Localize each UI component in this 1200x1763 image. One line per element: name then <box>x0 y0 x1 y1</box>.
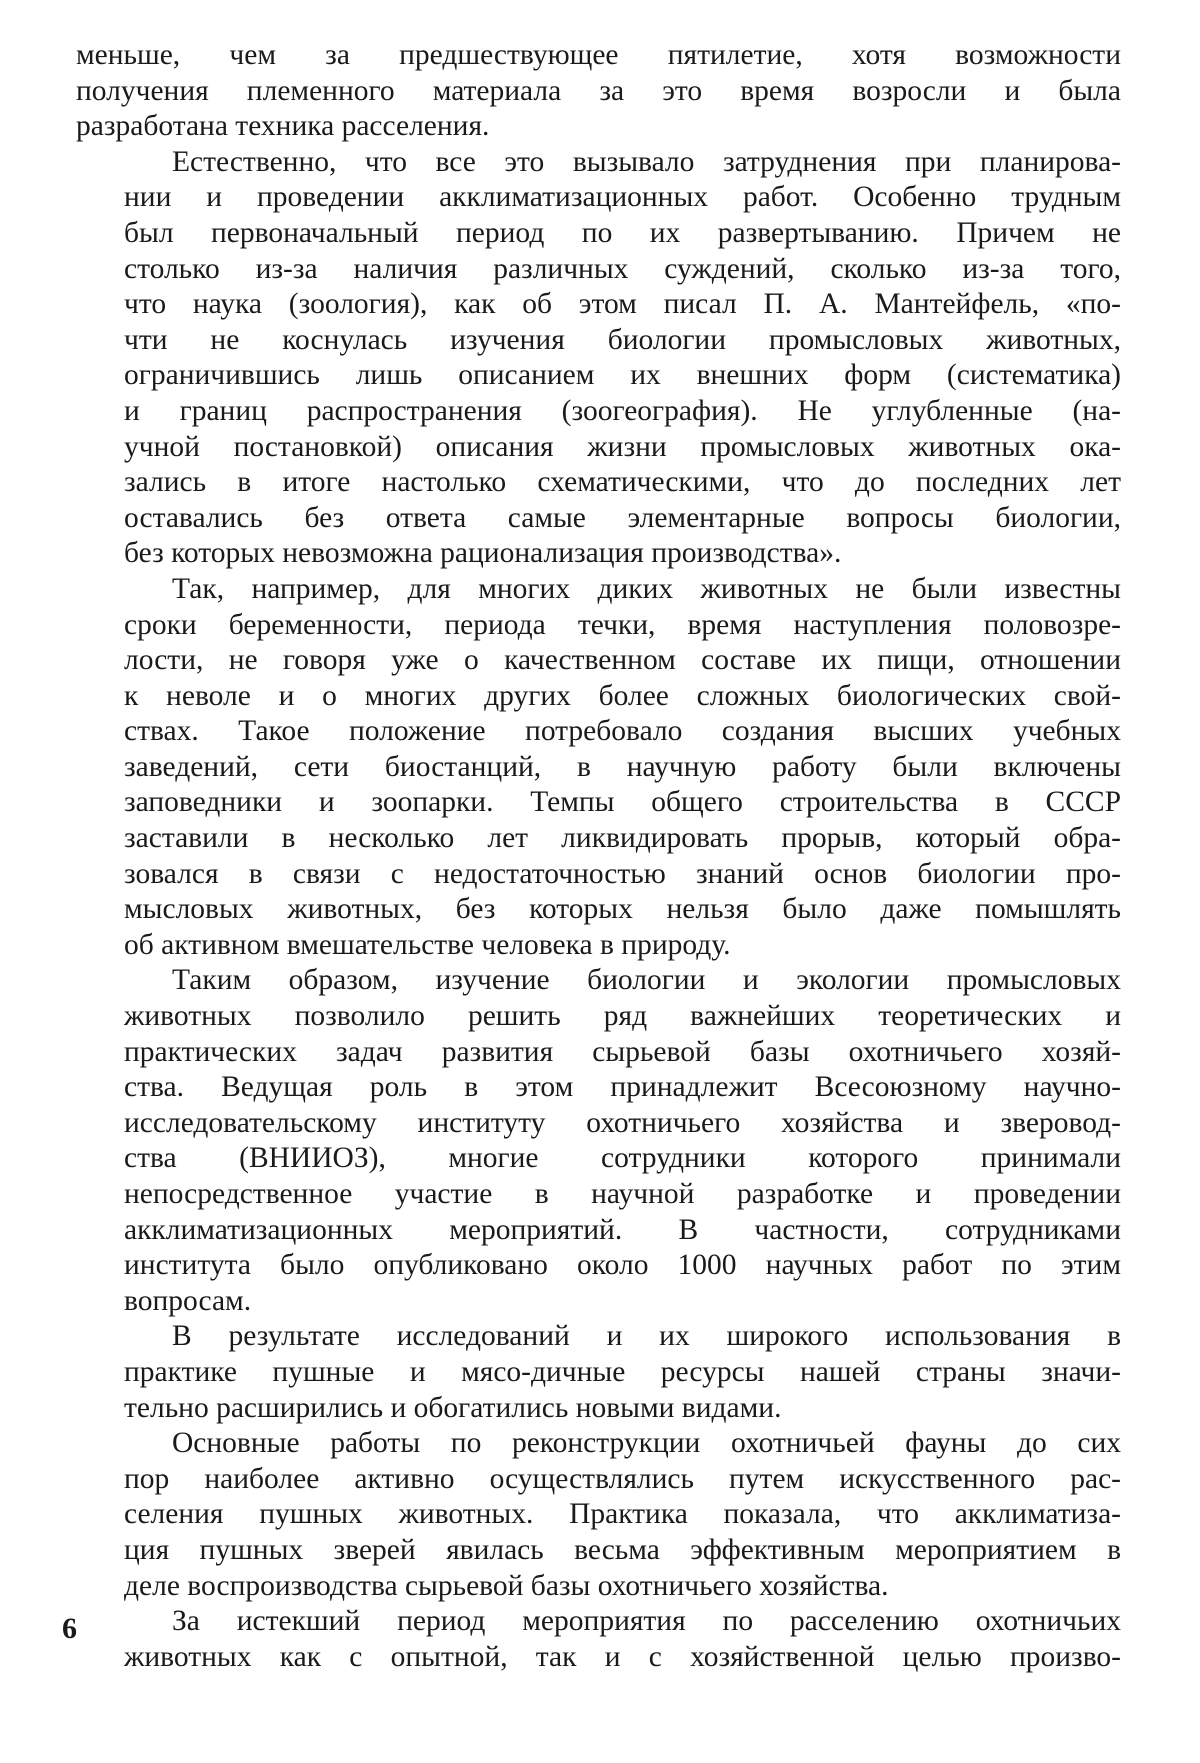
text-line: животных позволило решить ряд важнейших теоретических и <box>124 1000 1121 1033</box>
text-line: заставили в несколько лет ликвидировать прорыв, который обра- <box>124 822 1121 855</box>
text-line: Основные работы по реконструкции охотничьей фауны до сих <box>172 1427 1121 1460</box>
paragraph <box>76 1426 1121 1604</box>
text-line: акклиматизационных мероприятий. В частности, сотрудниками <box>124 1213 1121 1246</box>
text-line: непосредственное участие в научной разработке и проведении <box>124 1178 1121 1210</box>
text-line: столько из-за наличия различных суждений, сколько из-за того, <box>124 252 1121 285</box>
text-line: сроки беременности, периода течки, время наступления половозре- <box>124 608 1121 641</box>
text-line: учной постановкой) описания жизни промысловых животных ока- <box>124 430 1121 463</box>
text-line: В результате исследований и их широкого использования в <box>172 1320 1121 1353</box>
text-line: заведений, сети биостанций, в научную работу были включены <box>124 750 1121 783</box>
text-line: ция пушных зверей явилась весьма эффективным мероприятием в <box>124 1533 1121 1566</box>
text-line: меньше, чем за предшествующее пятилетие, хотя возможности <box>76 39 1121 71</box>
text-line: без которых невозможна рационализация производства». <box>124 537 842 570</box>
paragraph <box>76 1604 1121 1675</box>
text-line: нии и проведении акклиматизационных работ. Особенно трудным <box>124 181 1121 214</box>
text-line: Таким образом, изучение биологии и экологии промысловых <box>172 964 1121 997</box>
page-body <box>76 38 1121 1675</box>
text-line: деле воспроизводства сырьевой базы охотничьего хозяйства. <box>124 1569 889 1602</box>
text-line: исследовательскому институту охотничьего хозяйства и зверовод- <box>124 1106 1121 1139</box>
text-line: мысловых животных, без которых нельзя было даже помышлять <box>124 893 1121 926</box>
text-line: ствах. Такое положение потребовало создания высших учебных <box>124 715 1121 748</box>
text-line: животных как с опытной, так и с хозяйственной целью произво- <box>124 1640 1121 1673</box>
text-line: заповедники и зоопарки. Темпы общего строительства в СССР <box>124 786 1121 819</box>
text-line: оставались без ответа самые элементарные вопросы биологии, <box>124 501 1121 534</box>
text-line: За истекший период мероприятия по расселению охотничьих <box>172 1605 1121 1638</box>
paragraph <box>76 963 1121 1319</box>
page-number: 6 <box>62 1612 77 1645</box>
paragraph <box>76 145 1121 572</box>
text-line: Естественно, что все это вызывало затруднения при планирова- <box>172 145 1121 178</box>
text-line: зались в итоге настолько схематическими, что до последних лет <box>124 466 1121 499</box>
text-line: тельно расширились и обогатились новыми видами. <box>124 1391 782 1424</box>
text-line: ограничившись лишь описанием их внешних форм (систематика) <box>124 359 1121 392</box>
text-line: лости, не говоря уже о качественном составе их пищи, отношении <box>124 644 1121 677</box>
text-line: чти не коснулась изучения биологии промысловых животных, <box>124 323 1121 356</box>
text-line: об активном вмешательстве человека в природу. <box>124 928 731 961</box>
text-line: ства (ВНИИОЗ), многие сотрудники которого принимали <box>124 1142 1121 1175</box>
text-line: ства. Ведущая роль в этом принадлежит Всесоюзному научно- <box>124 1071 1121 1104</box>
text-line: и границ распространения (зоогеография). Не углубленные (на- <box>124 394 1121 427</box>
paragraph <box>76 38 1121 145</box>
text-line: зовался в связи с недостаточностью знаний основ биологии про- <box>124 857 1121 890</box>
text-line: разработана техника расселения. <box>76 110 490 143</box>
text-line: пор наиболее активно осуществлялись путем искусственного рас- <box>124 1462 1121 1495</box>
text-line: практических задач развития сырьевой базы охотничьего хозяй- <box>124 1035 1121 1068</box>
text-line: получения племенного материала за это время возросли и была <box>76 74 1121 107</box>
text-line: что наука (зоология), как об этом писал П. А. Мантейфель, «по- <box>124 288 1121 321</box>
text-line: был первоначальный период по их развертыванию. Причем не <box>124 216 1121 249</box>
text-line: института было опубликовано около 1000 научных работ по этим <box>124 1249 1121 1282</box>
text-line: практике пушные и мясо-дичные ресурсы нашей страны значи- <box>124 1355 1121 1388</box>
text-line: вопросам. <box>124 1284 252 1317</box>
paragraph <box>76 572 1121 964</box>
text-line: к неволе и о многих других более сложных биологических свой- <box>124 679 1121 712</box>
text-line: селения пушных животных. Практика показала, что акклиматиза- <box>124 1498 1121 1531</box>
paragraph <box>76 1319 1121 1426</box>
text-line: Так, например, для многих диких животных не были известны <box>172 572 1121 605</box>
